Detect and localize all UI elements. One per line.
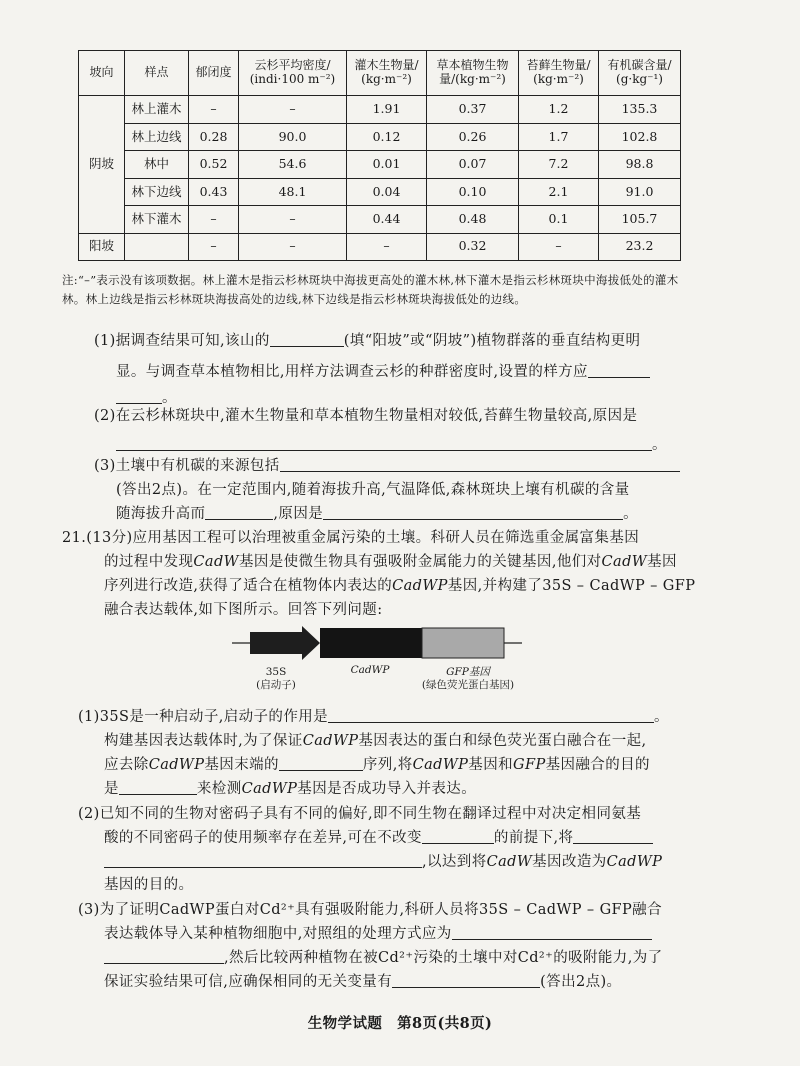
answer-blank[interactable]: [270, 330, 344, 347]
table-row: 阳坡 – – – 0.32 – 23.2: [79, 233, 681, 260]
q21-part2-line3: ,以达到将CadW基因改造为CadWP: [104, 847, 662, 878]
table-header-row: [79, 51, 681, 96]
header-site: 样点: [125, 51, 189, 96]
q21-intro-line2: 的过程中发现CadW基因是使微生物具有强吸附金属能力的关键基因,他们对CadW基因: [104, 554, 677, 570]
answer-blank[interactable]: [452, 923, 652, 940]
header-carbon: 有机碳含量/ (g·kg⁻¹): [599, 51, 681, 96]
answer-blank[interactable]: [116, 434, 652, 451]
table-row: 林上边线 0.28 90.0 0.12 0.26 1.7 102.8: [79, 123, 681, 151]
survey-table: [78, 50, 681, 261]
table-row: 林下边线 0.43 48.1 0.04 0.10 2.1 91.0: [79, 178, 681, 206]
group-shady-slope: 阴坡: [79, 96, 125, 234]
promoter-label: 35S (启动子): [256, 666, 296, 691]
q21-part3-line4: 保证实验结果可信,应确保相同的无关变量有 (答出2点)。: [104, 967, 621, 998]
gfp-label: GFP基因 (绿色荧光蛋白基因): [421, 666, 515, 691]
answer-blank[interactable]: [328, 706, 654, 723]
q21-part2-line2: 酸的不同密码子的使用频率存在差异,可在不改变 的前提下,将: [104, 823, 653, 854]
q21-part3-line1: (3)为了证明CadWP蛋白对Cd²⁺具有强吸附能力,科研人员将35S – CadWP – GFP融合: [78, 902, 662, 918]
header-slope: 坡向: [79, 51, 125, 96]
answer-blank[interactable]: [279, 754, 363, 771]
answer-blank[interactable]: [588, 361, 650, 378]
q21-part1-line1: (1)35S是一种启动子,启动子的作用是 。: [78, 702, 669, 733]
table-row: 林中 0.52 54.6 0.01 0.07 7.2 98.8: [79, 151, 681, 179]
answer-blank[interactable]: [392, 971, 540, 988]
q20-part1-line1: (1)据调查结果可知,该山的 (填“阳坡”或“阴坡”)植物群落的垂直结构更明: [94, 326, 640, 357]
cadwp-label: CadWP: [350, 664, 390, 676]
q20-part3-line3: 随海拔升高而 ,原因是 。: [116, 499, 638, 530]
q21-part2-line1: (2)已知不同的生物对密码子具有不同的偏好,即不同生物在翻译过程中对决定相同氨基: [78, 806, 642, 822]
q20-part2-line1: (2)在云杉林斑块中,灌木生物量和草本植物生物量相对较低,苔藓生物量较高,原因是: [94, 408, 638, 424]
answer-blank[interactable]: [104, 851, 422, 868]
answer-blank[interactable]: [104, 947, 224, 964]
table-note: 注:“–”表示没有该项数据。林上灌木是指云杉林斑块中海拔更高处的灌木林,林下灌木是指云杉林斑块中海拔低处的灌木林。林上边线是指云杉林斑块海拔高处的边线,林下边线是指云杉林斑块海拔低处的边线。: [62, 273, 679, 306]
answer-blank[interactable]: [573, 827, 653, 844]
gfp-gene-box: [422, 628, 504, 658]
q21-part1-line4: 是 来检测CadWP基因是否成功导入并表达。: [104, 774, 476, 805]
group-sunny-slope: 阳坡: [79, 233, 125, 260]
q20-part1-line2: 显。与调查草本植物相比,用样方法调查云杉的种群密度时,设置的样方应: [116, 357, 650, 388]
table-row: 阴坡 林上灌木 – – 1.91 0.37 1.2 135.3: [79, 96, 681, 124]
answer-blank[interactable]: [280, 455, 680, 472]
header-density: 云杉平均密度/ (indi·100 m⁻²): [239, 51, 347, 96]
q21-intro-line3: 序列进行改造,获得了适合在植物体内表达的CadWP基因,并构建了35S – CadWP – GFP: [104, 578, 696, 594]
header-moss: 苔藓生物量/ (kg·m⁻²): [519, 51, 599, 96]
q21-part3-line2: 表达载体导入某种植物细胞中,对照组的处理方式应为: [104, 919, 652, 950]
answer-blank[interactable]: [119, 778, 197, 795]
q20-part1-line3: 。: [116, 383, 177, 414]
header-herb: 草本植物生物 量/(kg·m⁻²): [427, 51, 519, 96]
q20-part3-line2: (答出2点)。在一定范围内,随着海拔升高,气温降低,森林斑块上壤有机碳的含量: [116, 482, 630, 498]
q21-intro-line4: 融合表达载体,如下图所示。回答下列问题:: [104, 602, 383, 618]
page-footer: 生物学试题 第8页(共8页): [307, 1015, 493, 1032]
q20-part2-line2: 。: [116, 430, 667, 461]
q21-part1-line2: 构建基因表达载体时,为了保证CadWP基因表达的蛋白和绿色荧光蛋白融合在一起,: [104, 733, 647, 749]
header-shrub: 灌木生物量/ (kg·m⁻²): [347, 51, 427, 96]
q21-part3-line3: ,然后比较两种植物在被Cd²⁺污染的土壤中对Cd²⁺的吸附能力,为了: [104, 943, 663, 974]
q20-part3-line1: (3)土壤中有机碳的来源包括: [94, 451, 680, 482]
construct-svg: [232, 626, 532, 666]
q21-part1-line3: 应去除CadWP基因末端的 序列,将CadWP基因和GFP基因融合的目的: [104, 750, 650, 781]
table-row: 林下灌木 – – 0.44 0.48 0.1 105.7: [79, 206, 681, 234]
q21-intro-line1: 21.(13分)应用基因工程可以治理被重金属污染的土壤。科研人员在筛选重金属富集基因: [62, 530, 640, 546]
cadwp-gene-box: [320, 628, 422, 658]
promoter-arrow-shape: [250, 626, 320, 660]
header-canopy: 郁闭度: [189, 51, 239, 96]
answer-blank[interactable]: [422, 827, 494, 844]
answer-blank[interactable]: [205, 503, 273, 520]
q21-part2-line4: 基因的目的。: [104, 877, 194, 893]
vector-construct-diagram: [232, 626, 532, 706]
answer-blank[interactable]: [323, 503, 623, 520]
